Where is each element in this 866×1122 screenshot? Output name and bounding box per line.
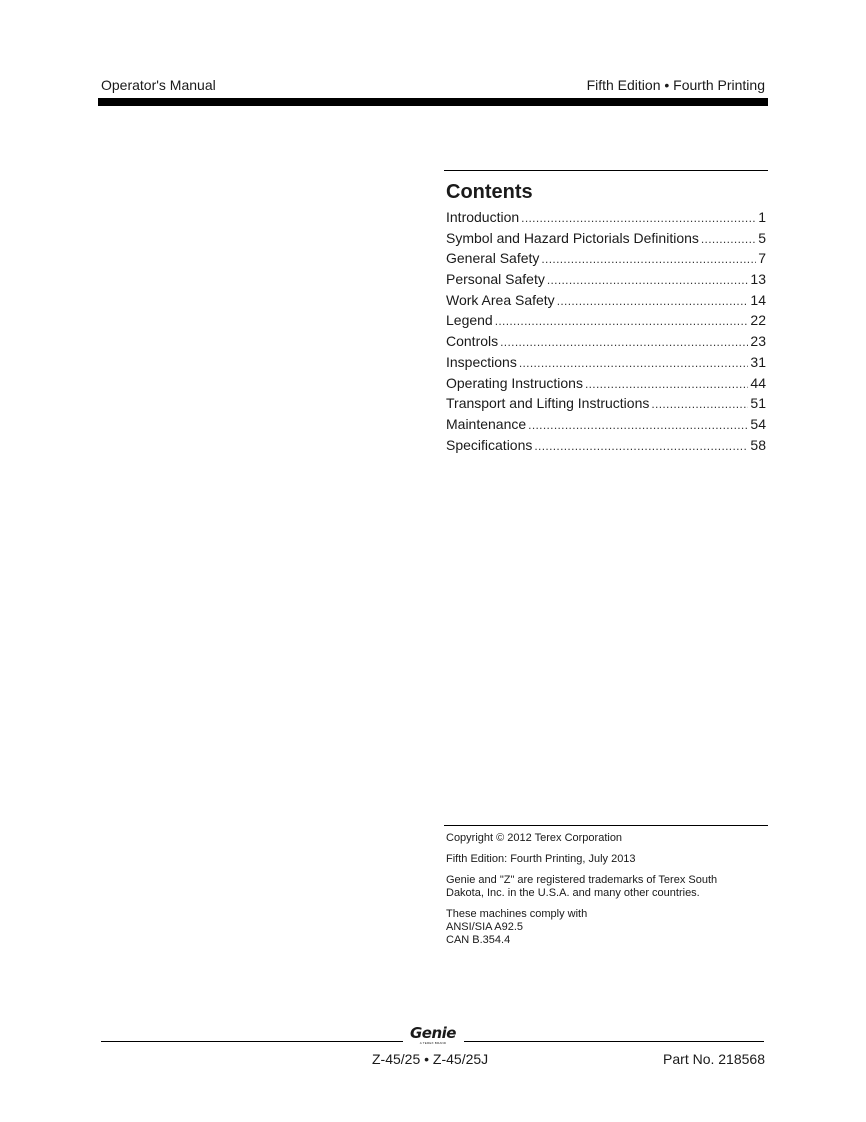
toc-entry [446, 333, 766, 354]
copyright-divider [444, 825, 768, 826]
toc-entry-leader [500, 335, 748, 349]
toc-entry [446, 271, 766, 292]
footer-models: Z-45/25 • Z-45/25J [372, 1051, 489, 1067]
toc-entry-page: 54 [750, 415, 766, 432]
genie-logo [406, 1025, 460, 1045]
toc-entry-label: Introduction [446, 209, 520, 225]
toc-entry [446, 375, 766, 396]
toc-entry [446, 230, 766, 251]
toc-entry-label: Personal Safety [446, 271, 545, 288]
toc-entry-page: 13 [750, 271, 766, 288]
toc-entry-label: General Safety [446, 250, 540, 267]
toc-entry-leader [541, 252, 756, 266]
copyright-line: Copyright © 2012 Terex Corporation [446, 832, 623, 844]
copyright-block [444, 825, 768, 955]
toc-entry-label: Controls [446, 333, 499, 350]
header-rule [98, 98, 768, 106]
contents-divider [444, 170, 768, 171]
toc-entry-page: 22 [750, 312, 766, 329]
toc-entry-leader [547, 273, 749, 287]
toc-entry-leader [534, 439, 748, 453]
toc-entry [446, 354, 766, 375]
toc-entry-page: 5 [758, 229, 766, 246]
toc-entry [446, 437, 766, 458]
toc-list [446, 209, 766, 457]
compliance-notice [446, 908, 768, 948]
toc-entry-page: 7 [758, 250, 766, 267]
table-of-contents [444, 170, 768, 457]
toc-entry-leader [519, 356, 749, 370]
toc-entry-leader [585, 377, 748, 391]
edition-line: Fifth Edition: Fourth Printing, July 2013 [446, 852, 636, 865]
toc-entry-page: 58 [750, 436, 766, 453]
toc-entry [446, 209, 766, 230]
toc-entry-page: 51 [750, 395, 766, 412]
toc-entry-leader [701, 232, 756, 246]
header-edition: Fifth Edition • Fourth Printing [586, 77, 765, 93]
toc-entry [446, 292, 766, 313]
header-manual-title: Operator's Manual [101, 77, 216, 93]
toc-entry-leader [651, 397, 748, 411]
toc-entry-leader [557, 294, 749, 308]
genie-logo-tagline: A TEREX BRAND [419, 1041, 447, 1045]
toc-entry [446, 312, 766, 333]
compliance-standard-can: CAN B.354.4 [446, 934, 511, 947]
toc-entry-label: Maintenance [446, 415, 527, 432]
toc-entry [446, 416, 766, 437]
toc-entry-label: Inspections [446, 353, 517, 370]
toc-entry-page: 44 [750, 374, 766, 391]
compliance-intro: These machines comply with [446, 907, 588, 920]
toc-entry-page: 31 [750, 353, 766, 370]
toc-entry-label: Work Area Safety [446, 291, 555, 308]
toc-entry [446, 250, 766, 271]
footer-part-number: Part No. 218568 [663, 1051, 765, 1067]
toc-entry-leader [528, 418, 748, 432]
footer-rule-right [464, 1041, 764, 1042]
toc-entry-page: 1 [758, 209, 766, 225]
compliance-standard-ansi: ANSI/SIA A92.5 [446, 920, 524, 933]
toc-entry-page: 14 [750, 291, 766, 308]
footer-rule-left [101, 1041, 403, 1042]
contents-title: Contents [446, 181, 533, 203]
toc-entry-leader [495, 314, 749, 328]
toc-entry-label: Legend [446, 312, 493, 329]
toc-entry-label: Transport and Lifting Instructions [446, 395, 650, 412]
toc-entry-page: 23 [750, 333, 766, 350]
trademark-notice: Genie and "Z" are registered trademarks of Terex South Dakota, Inc. in the U.S.A. and many other countries. [446, 873, 718, 899]
toc-entry-label: Symbol and Hazard Pictorials Definitions [446, 229, 699, 246]
genie-logo-word: Genie [410, 1024, 456, 1042]
toc-entry [446, 395, 766, 416]
toc-entry-leader [521, 211, 756, 225]
toc-entry-label: Operating Instructions [446, 374, 583, 391]
toc-entry-label: Specifications [446, 436, 533, 453]
